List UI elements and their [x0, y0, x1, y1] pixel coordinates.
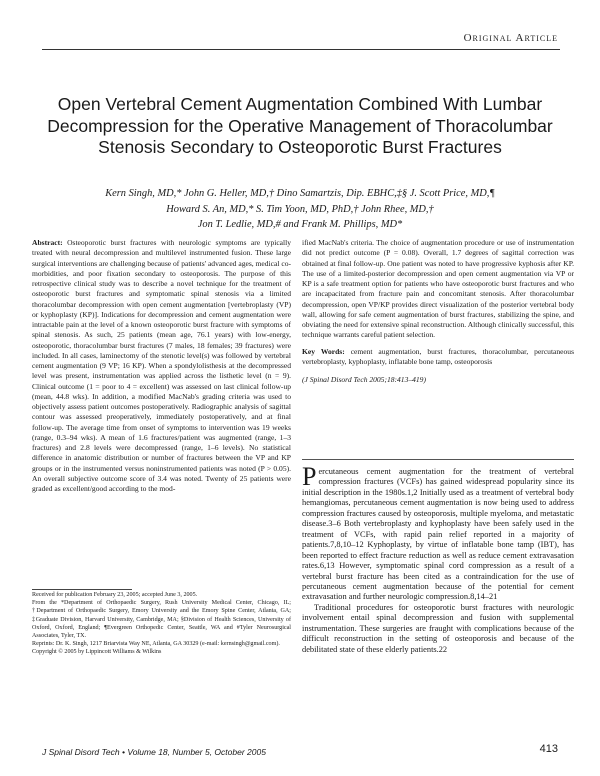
section-label: Original Article: [463, 32, 558, 44]
footnote-reprints: Reprints: Dr. K. Singh, 1217 Briarvista Way NE, Atlanta, GA 30329 (e-mail: kernsingh@gmail.com).: [32, 641, 280, 648]
intro-paragraph-2: Traditional procedures for osteoporotic burst fractures with neurologic involvement entail spinal decompression and fusion with supplemental instrumentation. These surgeries are fraught with complications because of the difficult reconstruction in the setting of osteoporosis and because of the debilitated state of these elderly patients.22: [302, 602, 574, 654]
abstract-label: Abstract:: [32, 238, 63, 247]
header-rule: [42, 49, 560, 50]
journal-info: J Spinal Disord Tech • Volume 18, Number 5, October 2005: [42, 747, 266, 757]
page-number: 413: [539, 743, 558, 755]
keywords-text: cement augmentation, burst fractures, thoracolumbar, percutaneous vertebroplasty, kyphoplasty, inflatable bone tamp, osteoporosis: [302, 346, 574, 366]
abstract-body-right: ified MacNab's criteria. The choice of augmentation procedure or use of instrumentation did not predict outcome (P = 0.08). Overall, 1.7 degrees of sagittal correction was obtained at final follow-up. One patient was noted to have progressive kyphosis after KP. The use of a limited-posterior decompression and open cement augmentation via VP or KP is a safe treatment option for patients who have osteoporotic burst fractures and who are incapacitated from fracture pain and concomitant stenosis. After thoracolumbar decompression, open VP/KP provides direct visualization of the posterior vertebral body wall, allowing for safe cement augmentation of burst fractures, stabilizing the spine, and obviating the need for extensive spinal reconstruction. Although clinically successful, this technique warrants careful patient selection.: [302, 238, 574, 340]
abstract-text: [32, 238, 291, 494]
footnote-rule: [32, 589, 132, 590]
abstract-body-left: Osteoporotic burst fractures with neurologic symptoms are typically treated with neural decompression and multilevel instrumented fusion. These large surgical interventions are challenging because of patients' advanced ages, medical co-morbidities, and poor fixation secondary to osteoporosis. The purpose of this retrospective clinical study was to describe a novel technique for the treatment of osteoporotic burst fractures and symptomatic spinal stenosis via a limited thoracolumbar decompression with open cement augmentation [vertebroplasty (VP) or kyphoplasty (KP)]. Indications for decompression and cement augmentation were intractable pain at the level of a known osteoporotic burst fracture with symptoms of spinal stenosis. As such, 25 patients (mean age, 76.1 years) with low-energy, osteoporotic, thoracolumbar burst fractures (7 males, 18 females; 39 fractures) were included. In all cases, laminectomy of the stenotic level(s) was followed by vertebral cement augmentation (9 VP; 16 KP). When a spondylolisthesis at the decompressed level was present, instrumentation was applied across the listhetic level (n = 9). Clinical outcome (1 = poor to 4 = excellent) was assessed on last clinical follow-up (mean, 44.8 wks). In addition, a modified MacNab's grading criteria was used to objectively assess patient outcomes postoperatively. Radiographic analysis of sagittal contour was assessed preoperatively, immediately postoperatively, and at final follow-up. The average time from onset of symptoms to intervention was 19 weeks (range, 0.3–94 wks). A mean of 1.6 fractures/patient was augmented (range, 1–3 fractures) and 2.8 levels were decompressed (range, 1–6 levels). No statistical difference in anatomic distribution or number of fractures between the VP and KP groups or in the instrumented versus noninstrumented patients was noted (P > 0.05). An overall subjective outcome score of 3.4 was noted. Twenty of 25 patients were graded as excellent/good according to the mod-: [32, 238, 291, 493]
author-line: Kern Singh, MD,* John G. Heller, MD,† Dino Samartzis, Dip. EBHC,‡§ J. Scott Price, MD,¶: [105, 188, 495, 199]
footnote-affiliations: From the *Department of Orthopaedic Surgery, Rush University Medical Center, Chicago, IL; †Department of Orthopaedic Surgery, Emory University and the Emory Spine Center, Atlanta, GA; ‡Graduate Division, Harvard University, Cambridge, MA; §Division of Health Sciences, University of Oxford, Oxford, England; ¶Evergreen Orthopedic Center, Seattle, WA and #Tyler Neurosurgical Associates, Tyler, TX.: [32, 600, 291, 640]
footnotes: [32, 591, 291, 657]
intro-paragraph-1: [302, 462, 574, 603]
intro-text-1: ercutaneous cement augmentation for the treatment of vertebral compression fractures (VCFs) has gained widespread popularity since its initial description in the 1980s.1,2 Initially used as a treatment of vertebral body hemangiomas, percutaneous cement augmentation is now being used to address compression fractures caused by osteoporosis, multiple myeloma, and metastatic disease.3–6 Both vertebroplasty and kyphoplasty have been safely used in the treatment of VCFs, with rapid pain relief reported in a majority of patients.7,8,10–12 Kyphoplasty, by virtue of inflatable bone tamp (IBT), has been reported to effect fracture reduction as well as reduce cement extravasation rates.6,13 However, symptomatic spinal cord compression as a result of a vertebral burst fracture has been cited as a contraindication for the use of percutaneous cement augmentation because of the potential for cement extravasation and further neurologic compression.8,14–21: [302, 467, 574, 602]
footnote-copyright: Copyright © 2005 by Lippincott Williams & Wilkins: [32, 649, 162, 656]
journal-footer: [42, 747, 266, 757]
author-line: Howard S. An, MD,* S. Tim Yoon, MD, PhD,† John Rhee, MD,†: [166, 203, 434, 215]
keywords-label: Key Words:: [302, 346, 345, 356]
author-line: Jon T. Ledlie, MD,# and Frank M. Phillips, MD*: [197, 219, 403, 230]
keywords: [302, 347, 574, 368]
abstract-right-column: [302, 238, 574, 385]
drop-cap: P: [302, 462, 317, 491]
footnote-received: Received for publication February 23, 2005; accepted June 3, 2005.: [32, 592, 198, 598]
author-list: [40, 186, 560, 233]
abstract-divider: [302, 459, 574, 460]
citation: (J Spinal Disord Tech 2005;18:413–419): [302, 375, 426, 384]
abstract-left-column: [32, 238, 291, 494]
article-title: Open Vertebral Cement Augmentation Combined With Lumbar Decompression for the Operative Management of Thoracolumbar Stenosis Secondary to Osteoporotic Burst Fractures: [47, 94, 553, 157]
introduction: [302, 462, 574, 655]
